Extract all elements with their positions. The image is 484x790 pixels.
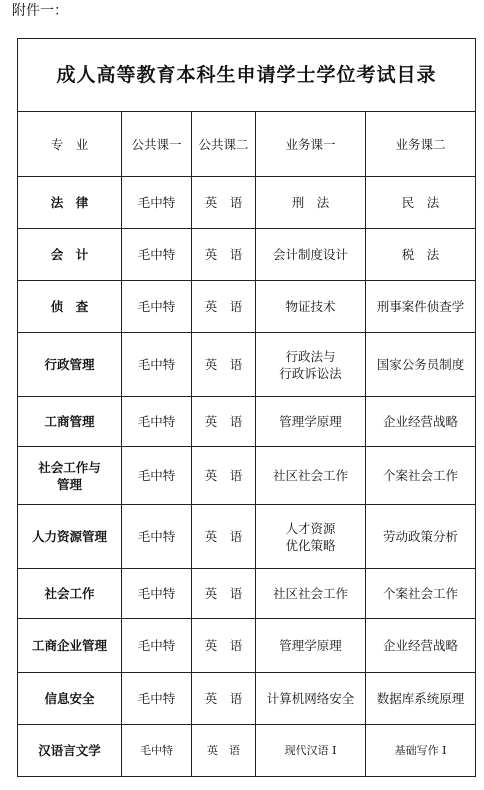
cell-professional-course-2 (366, 447, 476, 505)
cell-text: 管理学原理 (279, 638, 342, 653)
cell-professional-course-1 (256, 619, 366, 673)
cell-text: 英 语 (204, 195, 243, 210)
cell-public-course-2 (192, 447, 256, 505)
cell-public-course-1 (122, 673, 192, 725)
cell-professional-course-1 (256, 569, 366, 619)
cell-text: 社区社会工作 (272, 586, 348, 601)
cell-text: 社会工作 (44, 586, 95, 601)
cell-text: 社区社会工作 (272, 468, 348, 483)
cell-professional-course-1 (256, 725, 366, 777)
header-professional-course-1: 业务课一 (256, 112, 366, 177)
cell-major (18, 281, 122, 333)
table-row (18, 673, 476, 725)
cell-text: 英 语 (204, 529, 243, 544)
cell-text: 劳动政策分析 (383, 529, 459, 544)
cell-text: 个案社会工作 (383, 586, 459, 601)
cell-text: 数据库系统原理 (376, 691, 465, 706)
cell-public-course-1 (122, 281, 192, 333)
cell-text: 国家公务员制度 (376, 357, 465, 372)
cell-text: 管理 (56, 476, 82, 492)
cell-major (18, 673, 122, 725)
cell-professional-course-1 (256, 281, 366, 333)
cell-professional-course-1 (256, 505, 366, 569)
cell-public-course-1 (122, 447, 192, 505)
cell-professional-course-1 (256, 333, 366, 397)
cell-text: 毛中特 (137, 357, 176, 372)
header-row (18, 112, 476, 177)
table-row (18, 177, 476, 229)
cell-text: 企业经营战略 (383, 414, 459, 429)
cell-major (18, 505, 122, 569)
cell-text: 企业经营战略 (383, 638, 459, 653)
cell-professional-course-1 (256, 177, 366, 229)
header-professional-course-2: 业务课二 (366, 112, 476, 177)
cell-text: 刑 法 (291, 195, 330, 210)
cell-text: 基础写作 I (394, 744, 447, 757)
cell-public-course-2 (192, 569, 256, 619)
cell-text: 民 法 (401, 195, 440, 210)
cell-text: 法 律 (50, 195, 89, 210)
table-row (18, 397, 476, 447)
cell-public-course-2 (192, 725, 256, 777)
cell-text: 工商管理 (44, 414, 95, 429)
cell-professional-course-2 (366, 177, 476, 229)
attachment-label: 附件一： (12, 3, 68, 19)
cell-public-course-2 (192, 177, 256, 229)
cell-text: 社会工作与 (38, 459, 101, 475)
cell-professional-course-1 (256, 447, 366, 505)
cell-public-course-2 (192, 333, 256, 397)
cell-text: 会计制度设计 (272, 247, 348, 262)
cell-text: 人力资源管理 (31, 529, 107, 544)
cell-text: 侦 查 (50, 299, 89, 314)
cell-public-course-2 (192, 229, 256, 281)
cell-public-course-2 (192, 673, 256, 725)
cell-professional-course-1 (256, 673, 366, 725)
cell-public-course-2 (192, 505, 256, 569)
table-title: 成人高等教育本科生申请学士学位考试目录 (18, 39, 476, 112)
cell-public-course-2 (192, 397, 256, 447)
cell-text: 毛中特 (137, 195, 176, 210)
cell-professional-course-2 (366, 229, 476, 281)
cell-text: 会 计 (50, 247, 89, 262)
cell-text: 毛中特 (137, 468, 176, 483)
cell-public-course-1 (122, 229, 192, 281)
cell-text: 现代汉语 I (284, 744, 337, 757)
cell-text: 毛中特 (137, 691, 176, 706)
cell-professional-course-2 (366, 397, 476, 447)
header-public-course-2: 公共课二 (192, 112, 256, 177)
title-row (18, 39, 476, 112)
cell-professional-course-1 (256, 397, 366, 447)
table-row (18, 333, 476, 397)
cell-text: 毛中特 (137, 414, 176, 429)
cell-text: 英 语 (204, 414, 243, 429)
cell-text: 英 语 (204, 468, 243, 483)
cell-public-course-1 (122, 569, 192, 619)
cell-text: 英 语 (204, 357, 243, 372)
cell-professional-course-2 (366, 505, 476, 569)
cell-professional-course-2 (366, 281, 476, 333)
cell-major (18, 619, 122, 673)
cell-major (18, 725, 122, 777)
table-row (18, 229, 476, 281)
cell-text: 行政管理 (44, 357, 95, 372)
cell-text: 汉语言文学 (38, 743, 101, 758)
exam-catalog-table (17, 38, 476, 777)
cell-major (18, 177, 122, 229)
cell-text: 毛中特 (140, 744, 173, 757)
cell-professional-course-2 (366, 333, 476, 397)
cell-text: 计算机网络安全 (266, 691, 355, 706)
cell-public-course-1 (122, 619, 192, 673)
cell-professional-course-2 (366, 569, 476, 619)
table-row (18, 619, 476, 673)
cell-public-course-1 (122, 397, 192, 447)
cell-text: 信息安全 (44, 691, 95, 706)
cell-text: 英 语 (204, 299, 243, 314)
cell-major (18, 447, 122, 505)
header-major: 专 业 (18, 112, 122, 177)
cell-text: 物证技术 (285, 299, 336, 314)
cell-public-course-2 (192, 619, 256, 673)
cell-text: 毛中特 (137, 247, 176, 262)
cell-major (18, 397, 122, 447)
header-public-course-1: 公共课一 (122, 112, 192, 177)
cell-professional-course-2 (366, 619, 476, 673)
cell-text: 英 语 (204, 638, 243, 653)
cell-text: 刑事案件侦查学 (376, 299, 465, 314)
cell-text: 英 语 (207, 744, 240, 757)
table-row (18, 725, 476, 777)
cell-text: 行政法与 (285, 348, 336, 364)
cell-text: 毛中特 (137, 638, 176, 653)
cell-text: 优化策略 (285, 537, 336, 553)
cell-text: 行政诉讼法 (279, 365, 342, 381)
table-row (18, 281, 476, 333)
cell-professional-course-1 (256, 229, 366, 281)
cell-text: 英 语 (204, 586, 243, 601)
cell-professional-course-2 (366, 725, 476, 777)
cell-major (18, 333, 122, 397)
cell-professional-course-2 (366, 673, 476, 725)
table-row (18, 447, 476, 505)
cell-text: 英 语 (204, 247, 243, 262)
cell-public-course-1 (122, 505, 192, 569)
cell-text: 人才资源 (285, 520, 336, 536)
cell-text: 个案社会工作 (383, 468, 459, 483)
cell-public-course-1 (122, 177, 192, 229)
cell-text: 管理学原理 (279, 414, 342, 429)
table-row (18, 505, 476, 569)
cell-text: 毛中特 (137, 529, 176, 544)
cell-text: 毛中特 (137, 299, 176, 314)
cell-major (18, 229, 122, 281)
cell-major (18, 569, 122, 619)
cell-text: 工商企业管理 (31, 638, 107, 653)
cell-public-course-1 (122, 725, 192, 777)
cell-text: 毛中特 (137, 586, 176, 601)
table-row (18, 569, 476, 619)
cell-text: 英 语 (204, 691, 243, 706)
cell-public-course-1 (122, 333, 192, 397)
cell-text: 税 法 (401, 247, 440, 262)
cell-public-course-2 (192, 281, 256, 333)
